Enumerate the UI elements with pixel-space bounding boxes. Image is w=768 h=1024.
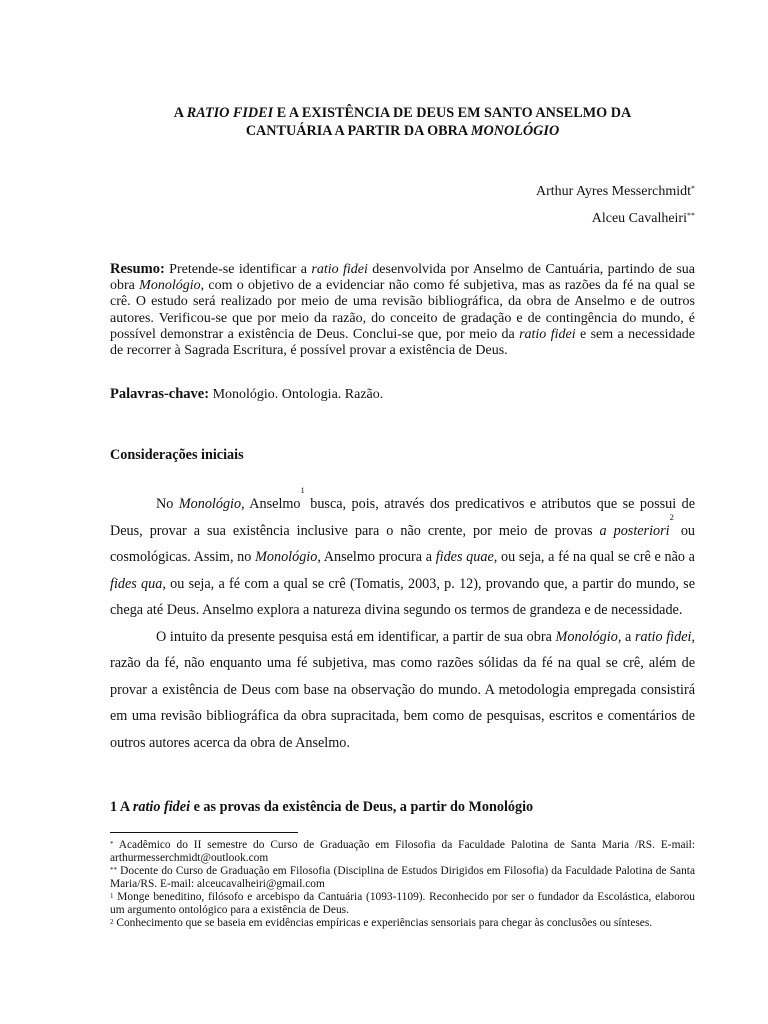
footnote: $^2$ Conhecimento que se baseia em evidências empíricas e experiências sensoriais para chegar às conclusões ou sínteses. <box>110 917 653 929</box>
title-line-2: CANTUÁRIA A PARTIR DA OBRA MONOLÓGIO <box>245 123 560 139</box>
footnote: $^1$ Monge beneditino, filósofo e arcebispo da Cantuária (1093-1109). Reconhecido por ser o fundador da Escolástica, elaborou um argumento ontológico para a existência de Deus. <box>110 891 695 916</box>
footnote: ** Docente do Curso de Graduação em Filosofia (Disciplina de Estudos Dirigidos em Filosofia) da Faculdade Palotina de Santa Maria/RS. E-mail: alceucavalheiri@gmail.com <box>110 865 695 890</box>
footnote-mark: * <box>110 840 114 848</box>
footnote-mark: ** <box>110 866 117 874</box>
author-name: Arthur Ayres Messerchmidt* <box>535 184 695 199</box>
footnote-separator <box>110 832 298 833</box>
author-name: Alceu Cavalheiri** <box>591 211 695 226</box>
keywords-text: Monológio. Ontologia. Razão. <box>209 387 384 402</box>
footnotes <box>110 839 695 930</box>
document-page <box>110 0 695 1024</box>
keywords <box>110 386 695 403</box>
footnote-mark: 1 <box>110 892 114 900</box>
section-heading-1: 1 A ratio fidei e as provas da existência de Deus, a partir do Monológio <box>110 799 534 815</box>
footnote-mark: 2 <box>110 918 114 926</box>
footnote: * Acadêmico do II semestre do Curso de Graduação em Filosofia da Faculdade Palotina de Santa Maria /RS. E-mail: arthurmesserchmidt@outlook.com <box>110 839 695 864</box>
title-line-1: A RATIO FIDEI E A EXISTÊNCIA DE DEUS EM SANTO ANSELMO DA <box>173 105 632 121</box>
footnote-ref[interactable]: 2 <box>669 511 674 522</box>
paragraph: No Monológio, Anselmo$^1$ busca, pois, através dos predicativos e atributos que se possui de Deus, provar a sua existência inclusive para o não crente, por meio de provas a posteriori$^2$ ou cosmológicas. Assim, no Monológio, Anselmo procura a fides quae, ou seja, a fé na qual se crê e não a fides qua, ou seja, a fé com a qual se crê (Tomatis, 2003, p. 12), provando que, a partir do mundo, se chega até Deus. Anselmo explora a natureza divina segundo os termos de grandeza e de necessidade. <box>110 485 696 618</box>
paper-title <box>110 104 695 140</box>
body-text <box>110 485 696 756</box>
keywords-label: Palavras-chave: <box>110 386 210 402</box>
paragraph: O intuito da presente pesquisa está em identificar, a partir de sua obra Monológio, a ratio fidei, razão da fé, não enquanto uma fé subjetiva, mas como razões sólidas da fé na qual se crê, além de provar a existência de Deus com base na observação do mundo. A metodologia empregada consistirá em uma revisão bibliográfica da obra supracitada, bem como de pesquisas, escritos e comentários de outros autores acerca da obra de Anselmo. <box>110 628 695 751</box>
section-heading-initial: Considerações iniciais <box>110 447 244 463</box>
abstract-label: Resumo: <box>110 261 165 277</box>
author-footnote-mark: * <box>691 184 695 193</box>
author-footnote-mark: ** <box>687 211 695 220</box>
author-list <box>536 178 695 232</box>
footnote-ref[interactable]: 1 <box>300 485 305 495</box>
abstract: Resumo: Pretende-se identificar a ratio fidei desenvolvida por Anselmo de Cantuária, partindo de sua obra Monológio, com o objetivo de a evidenciar não como fé subjetiva, mas as razões da fé na qual se crê. O estudo será realizado por meio de uma revisão bibliográfica, da obra de Anselmo e de outros autores. Verificou-se que por meio da razão, do conceito de gradação e de contingência do mundo, é possível demonstrar a existência de Deus. Conclui-se que, por meio da ratio fidei e sem a necessidade de recorrer à Sagrada Escritura, é possível provar a existência de Deus. <box>110 261 695 359</box>
